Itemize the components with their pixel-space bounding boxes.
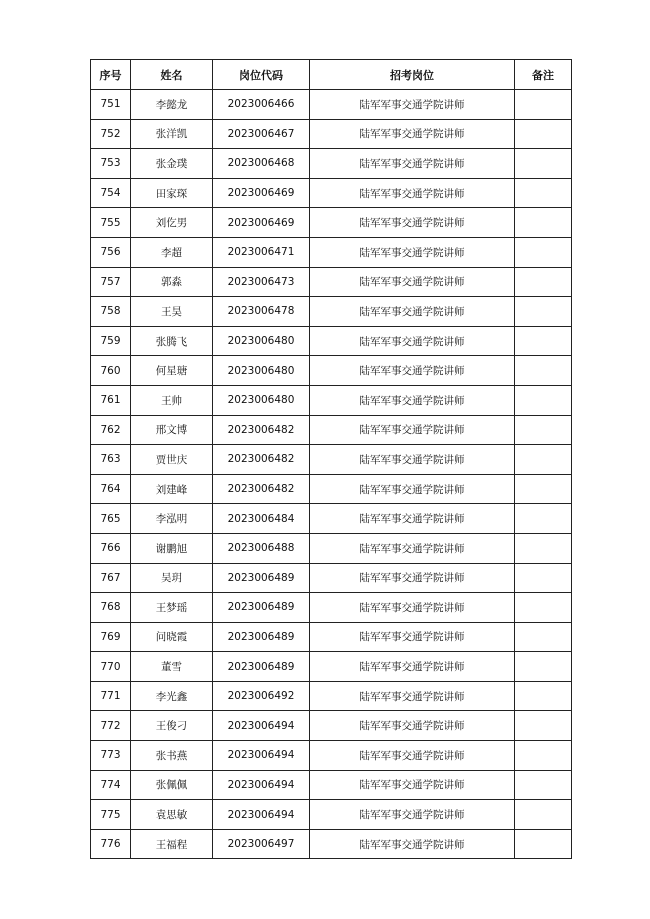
cell-seq: 757 xyxy=(91,267,131,297)
cell-position: 陆军军事交通学院讲师 xyxy=(310,119,515,149)
cell-seq: 773 xyxy=(91,741,131,771)
cell-code: 2023006489 xyxy=(213,593,310,623)
cell-position: 陆军军事交通学院讲师 xyxy=(310,533,515,563)
cell-seq: 751 xyxy=(91,90,131,120)
cell-code: 2023006482 xyxy=(213,474,310,504)
cell-position: 陆军军事交通学院讲师 xyxy=(310,770,515,800)
roster-table xyxy=(90,59,572,859)
table-row xyxy=(91,533,572,563)
cell-code: 2023006494 xyxy=(213,770,310,800)
cell-position: 陆军军事交通学院讲师 xyxy=(310,829,515,859)
table-row xyxy=(91,504,572,534)
cell-code: 2023006489 xyxy=(213,622,310,652)
cell-note xyxy=(515,90,572,120)
cell-seq: 763 xyxy=(91,445,131,475)
cell-seq: 775 xyxy=(91,800,131,830)
cell-code: 2023006468 xyxy=(213,149,310,179)
table-row xyxy=(91,119,572,149)
cell-position: 陆军军事交通学院讲师 xyxy=(310,415,515,445)
cell-note xyxy=(515,326,572,356)
cell-code: 2023006482 xyxy=(213,415,310,445)
cell-position: 陆军军事交通学院讲师 xyxy=(310,297,515,327)
cell-code: 2023006480 xyxy=(213,385,310,415)
cell-position: 陆军军事交通学院讲师 xyxy=(310,800,515,830)
cell-position: 陆军军事交通学院讲师 xyxy=(310,681,515,711)
cell-note xyxy=(515,149,572,179)
cell-name: 吴玥 xyxy=(131,563,213,593)
cell-name: 王俊刁 xyxy=(131,711,213,741)
cell-name: 王昊 xyxy=(131,297,213,327)
cell-name: 李泓明 xyxy=(131,504,213,534)
cell-seq: 752 xyxy=(91,119,131,149)
cell-seq: 765 xyxy=(91,504,131,534)
cell-code: 2023006478 xyxy=(213,297,310,327)
cell-code: 2023006494 xyxy=(213,800,310,830)
cell-code: 2023006480 xyxy=(213,326,310,356)
cell-note xyxy=(515,563,572,593)
cell-seq: 772 xyxy=(91,711,131,741)
cell-seq: 760 xyxy=(91,356,131,386)
cell-position: 陆军军事交通学院讲师 xyxy=(310,149,515,179)
cell-note xyxy=(515,741,572,771)
cell-name: 贾世庆 xyxy=(131,445,213,475)
cell-position: 陆军军事交通学院讲师 xyxy=(310,326,515,356)
cell-seq: 771 xyxy=(91,681,131,711)
table-row xyxy=(91,681,572,711)
cell-code: 2023006494 xyxy=(213,711,310,741)
cell-name: 田家琛 xyxy=(131,178,213,208)
cell-code: 2023006471 xyxy=(213,237,310,267)
cell-note xyxy=(515,297,572,327)
cell-note xyxy=(515,533,572,563)
cell-seq: 758 xyxy=(91,297,131,327)
cell-name: 王福程 xyxy=(131,829,213,859)
cell-name: 王帅 xyxy=(131,385,213,415)
cell-code: 2023006489 xyxy=(213,563,310,593)
cell-note xyxy=(515,237,572,267)
cell-code: 2023006489 xyxy=(213,652,310,682)
cell-note xyxy=(515,800,572,830)
table-row xyxy=(91,297,572,327)
cell-position: 陆军军事交通学院讲师 xyxy=(310,178,515,208)
cell-name: 李超 xyxy=(131,237,213,267)
table-row xyxy=(91,385,572,415)
cell-position: 陆军军事交通学院讲师 xyxy=(310,237,515,267)
cell-seq: 774 xyxy=(91,770,131,800)
cell-note xyxy=(515,652,572,682)
cell-code: 2023006467 xyxy=(213,119,310,149)
cell-position: 陆军军事交通学院讲师 xyxy=(310,445,515,475)
cell-position: 陆军军事交通学院讲师 xyxy=(310,593,515,623)
cell-note xyxy=(515,474,572,504)
table-header xyxy=(91,60,572,90)
table-row xyxy=(91,829,572,859)
table-row xyxy=(91,90,572,120)
cell-seq: 768 xyxy=(91,593,131,623)
table-row xyxy=(91,622,572,652)
cell-position: 陆军军事交通学院讲师 xyxy=(310,563,515,593)
cell-code: 2023006494 xyxy=(213,741,310,771)
table-row xyxy=(91,445,572,475)
cell-name: 李光鑫 xyxy=(131,681,213,711)
table-row xyxy=(91,356,572,386)
header-row xyxy=(91,60,572,90)
cell-name: 李懿龙 xyxy=(131,90,213,120)
cell-note xyxy=(515,267,572,297)
table-row xyxy=(91,593,572,623)
cell-note xyxy=(515,681,572,711)
cell-code: 2023006497 xyxy=(213,829,310,859)
cell-note xyxy=(515,829,572,859)
cell-position: 陆军军事交通学院讲师 xyxy=(310,385,515,415)
cell-seq: 766 xyxy=(91,533,131,563)
cell-position: 陆军军事交通学院讲师 xyxy=(310,208,515,238)
cell-name: 刘建峰 xyxy=(131,474,213,504)
cell-note xyxy=(515,356,572,386)
cell-note xyxy=(515,770,572,800)
table-row xyxy=(91,652,572,682)
cell-note xyxy=(515,415,572,445)
table-row xyxy=(91,326,572,356)
cell-seq: 762 xyxy=(91,415,131,445)
cell-seq: 756 xyxy=(91,237,131,267)
header-note: 备注 xyxy=(515,60,572,90)
cell-seq: 769 xyxy=(91,622,131,652)
cell-note xyxy=(515,504,572,534)
cell-name: 何星瑭 xyxy=(131,356,213,386)
cell-position: 陆军军事交通学院讲师 xyxy=(310,90,515,120)
cell-seq: 755 xyxy=(91,208,131,238)
table-row xyxy=(91,237,572,267)
cell-code: 2023006466 xyxy=(213,90,310,120)
table-row xyxy=(91,267,572,297)
header-name: 姓名 xyxy=(131,60,213,90)
cell-code: 2023006488 xyxy=(213,533,310,563)
cell-code: 2023006469 xyxy=(213,208,310,238)
cell-seq: 753 xyxy=(91,149,131,179)
cell-name: 王梦瑶 xyxy=(131,593,213,623)
cell-position: 陆军军事交通学院讲师 xyxy=(310,741,515,771)
cell-seq: 770 xyxy=(91,652,131,682)
table-row xyxy=(91,474,572,504)
cell-position: 陆军军事交通学院讲师 xyxy=(310,504,515,534)
cell-note xyxy=(515,622,572,652)
cell-code: 2023006482 xyxy=(213,445,310,475)
cell-name: 张书燕 xyxy=(131,741,213,771)
cell-name: 袁思敏 xyxy=(131,800,213,830)
cell-name: 张金璞 xyxy=(131,149,213,179)
table-row xyxy=(91,149,572,179)
cell-position: 陆军军事交通学院讲师 xyxy=(310,474,515,504)
cell-name: 谢鹏旭 xyxy=(131,533,213,563)
cell-position: 陆军军事交通学院讲师 xyxy=(310,356,515,386)
cell-seq: 764 xyxy=(91,474,131,504)
cell-name: 张洋凯 xyxy=(131,119,213,149)
cell-position: 陆军军事交通学院讲师 xyxy=(310,711,515,741)
cell-name: 问晓霞 xyxy=(131,622,213,652)
cell-note xyxy=(515,445,572,475)
table-body xyxy=(91,90,572,859)
table-row xyxy=(91,563,572,593)
cell-name: 刘仡男 xyxy=(131,208,213,238)
cell-name: 张佩佩 xyxy=(131,770,213,800)
header-seq: 序号 xyxy=(91,60,131,90)
cell-seq: 759 xyxy=(91,326,131,356)
cell-note xyxy=(515,711,572,741)
cell-position: 陆军军事交通学院讲师 xyxy=(310,622,515,652)
cell-code: 2023006492 xyxy=(213,681,310,711)
cell-note xyxy=(515,178,572,208)
header-position: 招考岗位 xyxy=(310,60,515,90)
cell-note xyxy=(515,385,572,415)
table-row xyxy=(91,741,572,771)
table-row xyxy=(91,711,572,741)
cell-note xyxy=(515,208,572,238)
table-row xyxy=(91,770,572,800)
table-row xyxy=(91,415,572,445)
cell-position: 陆军军事交通学院讲师 xyxy=(310,267,515,297)
cell-note xyxy=(515,119,572,149)
cell-seq: 776 xyxy=(91,829,131,859)
cell-name: 董雪 xyxy=(131,652,213,682)
table-row xyxy=(91,208,572,238)
cell-position: 陆军军事交通学院讲师 xyxy=(310,652,515,682)
cell-code: 2023006484 xyxy=(213,504,310,534)
cell-name: 张腾飞 xyxy=(131,326,213,356)
cell-code: 2023006480 xyxy=(213,356,310,386)
cell-code: 2023006473 xyxy=(213,267,310,297)
table-row xyxy=(91,178,572,208)
header-code: 岗位代码 xyxy=(213,60,310,90)
cell-seq: 767 xyxy=(91,563,131,593)
cell-name: 邢文博 xyxy=(131,415,213,445)
cell-name: 郭淼 xyxy=(131,267,213,297)
table-row xyxy=(91,800,572,830)
cell-seq: 761 xyxy=(91,385,131,415)
cell-code: 2023006469 xyxy=(213,178,310,208)
cell-seq: 754 xyxy=(91,178,131,208)
cell-note xyxy=(515,593,572,623)
